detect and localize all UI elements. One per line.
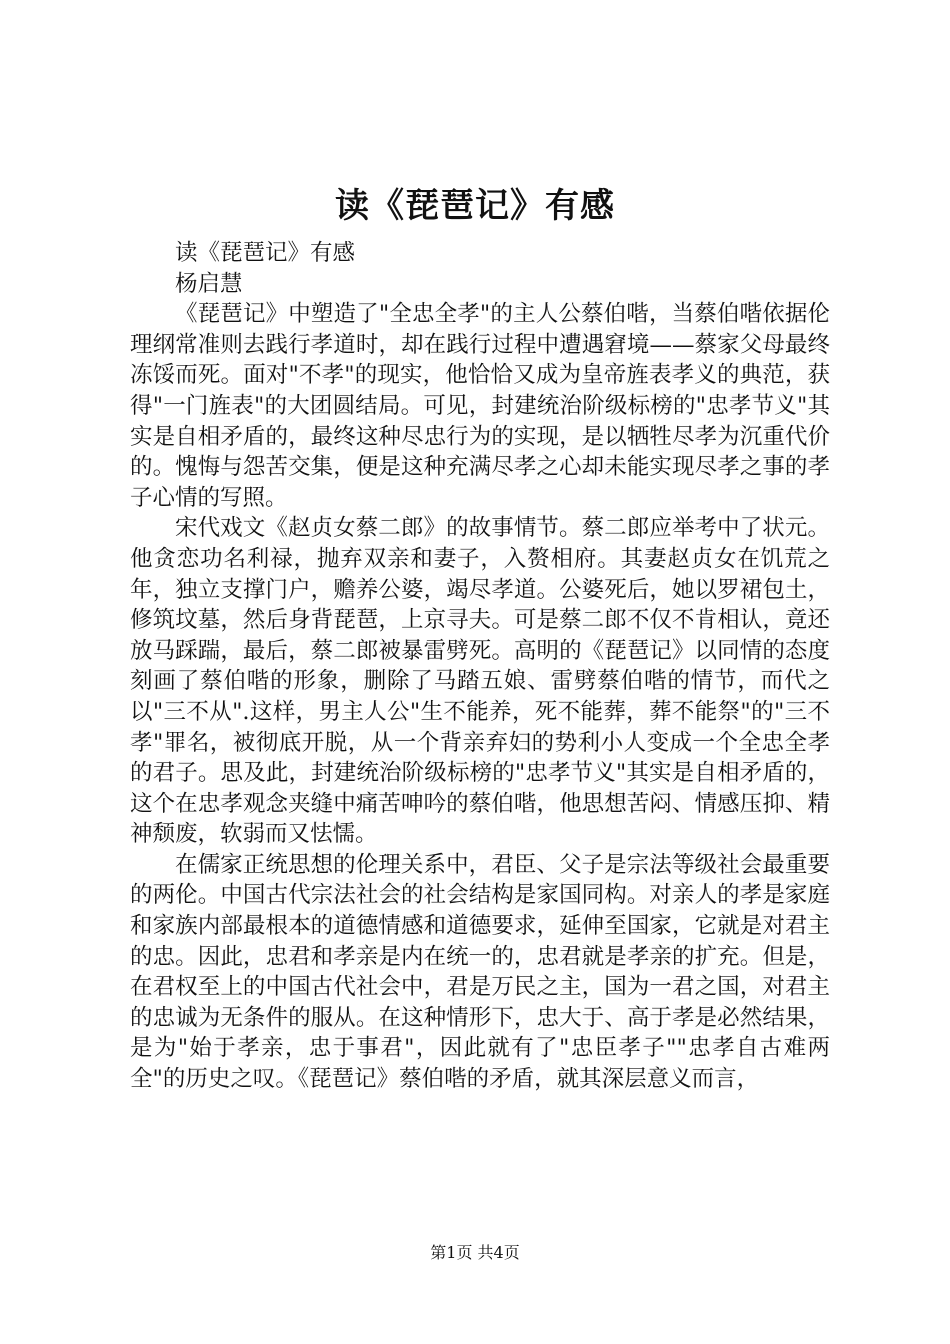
document-title: 读《琵琶记》有感	[335, 186, 615, 226]
author-line: 杨启慧	[175, 270, 243, 297]
paragraph: 《琵琶记》中塑造了"全忠全孝"的主人公蔡伯喈，当蔡伯喈依据伦理纲常准则去践行孝道时，却在践行过程中遭遇窘境——蔡家父母最终冻馁而死。面对"不孝"的现实，他恰恰又成为皇帝旌表孝义的典范，获得"一门旌表"的大团圆结局。可见，封建统治阶级标榜的"忠孝节义"其实是自相矛盾的，最终这种尽忠行为的实现，是以牺牲尽孝为沉重代价的。愧悔与怨苦交集，便是这种充满尽孝之心却未能实现尽孝之事的孝子心情的写照。	[130, 301, 830, 511]
subtitle-line: 读《琵琶记》有感	[175, 240, 356, 266]
paragraph: 在儒家正统思想的伦理关系中，君臣、父子是宗法等级社会最重要的两伦。中国古代宗法社会的社会结构是家国同构。对亲人的孝是家庭和家族内部最根本的道德情感和道德要求，延伸至国家，它就是对君主的忠。因此，忠君和孝亲是内在统一的，忠君就是孝亲的扩充。但是，在君权至上的中国古代社会中，君是万民之主，国为一君之国，对君主的忠诚为无条件的服从。在这种情形下，忠大于、高于孝是必然结果，是为"始于孝亲，忠于事君"，因此就有了"忠臣孝子""忠孝自古难两全"的历史之叹。《琵琶记》蔡伯喈的矛盾，就其深层意义而言，	[130, 851, 830, 1093]
document-body	[130, 238, 830, 1095]
page-footer: 第1页 共4页	[430, 1243, 520, 1262]
paragraph: 宋代戏文《赵贞女蔡二郎》的故事情节。蔡二郎应举考中了状元。他贪恋功名利禄，抛弃双亲和妻子，入赘相府。其妻赵贞女在饥荒之年，独立支撑门户，赡养公婆，竭尽孝道。公婆死后，她以罗裙包土，修筑坟墓，然后身背琵琶，上京寻夫。可是蔡二郎不仅不肯相认，竟还放马踩踹，最后，蔡二郎被暴雷劈死。高明的《琵琶记》以同情的态度刻画了蔡伯喈的形象，删除了马踏五娘、雷劈蔡伯喈的情节，而代之以"三不从".这样，男主人公"生不能养，死不能葬，葬不能祭"的"三不孝"罪名，被彻底开脱，从一个背亲弃妇的势利小人变成一个全忠全孝的君子。思及此，封建统治阶级标榜的"忠孝节义"其实是自相矛盾的，这个在忠孝观念夹缝中痛苦呻吟的蔡伯喈，他思想苦闷、情感压抑、精神颓废，软弱而又怯懦。	[130, 515, 830, 848]
